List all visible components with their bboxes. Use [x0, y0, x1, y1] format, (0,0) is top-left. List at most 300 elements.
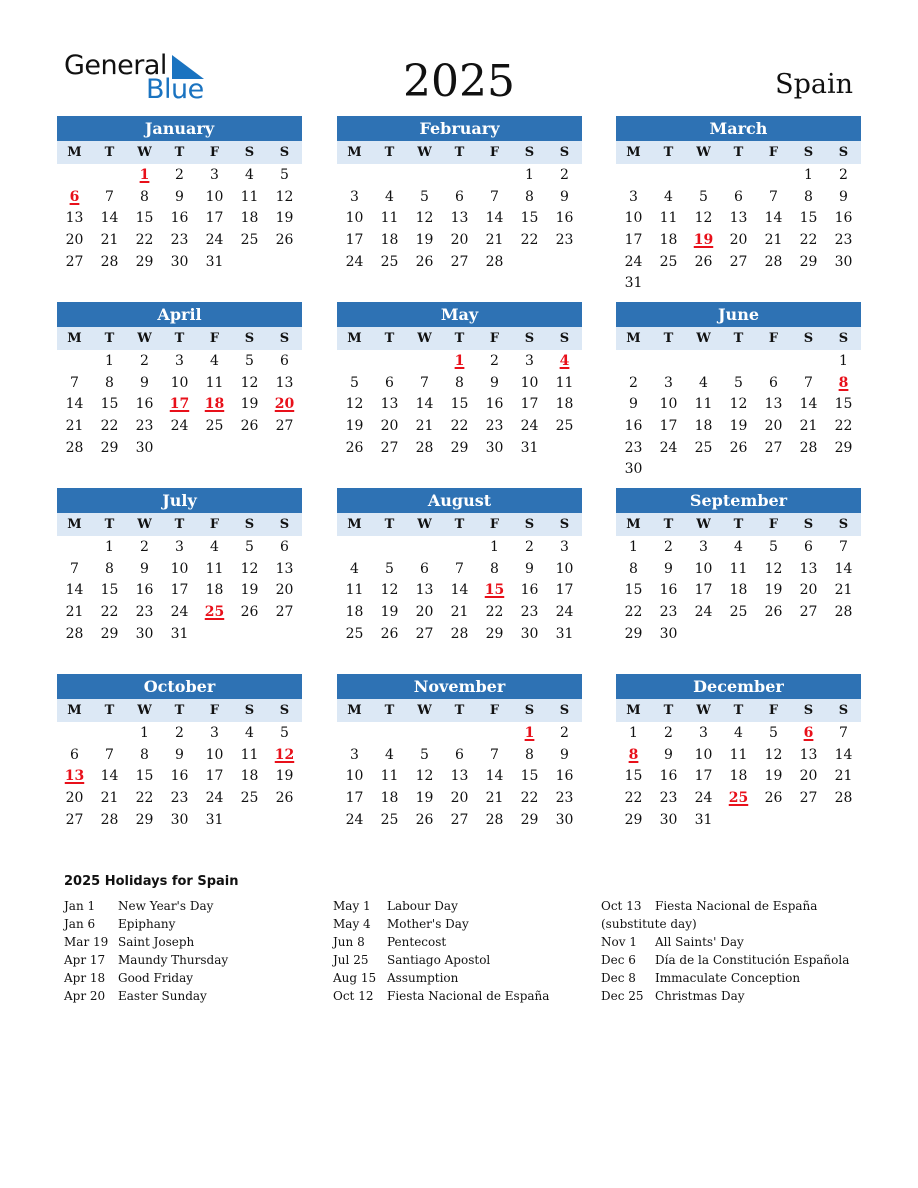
- day-cell: 11: [380, 768, 399, 785]
- holiday-item: [601, 915, 849, 933]
- day-cell: 13: [65, 210, 84, 227]
- day-cell: 9: [175, 188, 184, 205]
- day-cell: 5: [350, 374, 359, 391]
- weekday-label: S: [559, 145, 570, 160]
- day-cell: 4: [385, 746, 394, 763]
- day-cell: 2: [839, 167, 848, 183]
- day-cell: 6: [70, 746, 79, 763]
- day-cell: 27: [65, 811, 84, 828]
- day-cell: 13: [450, 210, 469, 227]
- day-cell: 18: [729, 582, 748, 599]
- day-cell: 24: [205, 232, 224, 249]
- day-cell: 21: [834, 768, 853, 785]
- weekday-label: M: [626, 331, 641, 346]
- day-cell: 10: [659, 396, 678, 413]
- empty-cell: [407, 723, 442, 745]
- weekday-label: S: [803, 703, 814, 718]
- day-cell: 26: [764, 604, 783, 621]
- day-cell: 20: [65, 232, 84, 249]
- day-cell: 24: [624, 253, 643, 270]
- weekday-label: S: [803, 331, 814, 346]
- day-cell: 17: [624, 232, 643, 249]
- day-cell: 3: [699, 725, 708, 741]
- day-cell: 30: [520, 625, 539, 642]
- day-cell: 11: [729, 746, 748, 763]
- empty-cell: [57, 537, 92, 559]
- day-cell: 10: [694, 560, 713, 577]
- weekday-label: T: [174, 517, 185, 532]
- holiday-name: Epiphany: [118, 917, 176, 931]
- day-cell: 5: [699, 188, 708, 205]
- day-cell: 27: [799, 604, 818, 621]
- day-cell: 16: [659, 582, 678, 599]
- month-title: November: [337, 674, 582, 699]
- day-cell: 28: [100, 253, 119, 270]
- day-cell: 4: [245, 725, 254, 741]
- day-cell: 11: [729, 560, 748, 577]
- day-cell: 29: [624, 625, 643, 642]
- month-april: [57, 302, 302, 459]
- day-cell: 18: [240, 210, 259, 227]
- day-cell: 14: [485, 210, 504, 227]
- day-cell: 16: [624, 418, 643, 435]
- day-cell: 26: [415, 811, 434, 828]
- empty-cell: [756, 351, 791, 373]
- day-cell: 30: [485, 439, 504, 456]
- day-cell: 4: [734, 539, 743, 555]
- holiday-name: Immaculate Conception: [655, 971, 801, 985]
- holiday-item: [333, 933, 549, 951]
- day-cell: 25: [205, 418, 224, 435]
- day-cell: 2: [560, 725, 569, 741]
- day-cell: 29: [100, 625, 119, 642]
- day-cell: 20: [450, 790, 469, 807]
- holiday-item: [333, 915, 549, 933]
- day-cell: 19: [275, 768, 294, 785]
- weekday-label: S: [838, 145, 849, 160]
- day-cell: 22: [485, 604, 504, 621]
- day-cell: 7: [839, 725, 848, 741]
- day-cell: 10: [624, 210, 643, 227]
- day-cell: 31: [555, 625, 574, 642]
- day-cell: 1: [140, 725, 149, 741]
- day-grid: [57, 350, 302, 459]
- day-grid: [616, 536, 861, 645]
- holiday-name: Mother's Day: [387, 917, 469, 931]
- day-cell: 28: [764, 253, 783, 270]
- day-cell: 22: [799, 232, 818, 249]
- day-cell: 9: [525, 560, 534, 577]
- holiday-day-cell: 17: [169, 396, 190, 413]
- weekday-label: F: [489, 331, 500, 346]
- logo-text-general: General: [64, 50, 167, 81]
- holiday-date: Nov 1: [601, 935, 637, 949]
- day-cell: 30: [170, 811, 189, 828]
- day-cell: 27: [729, 253, 748, 270]
- day-cell: 9: [664, 746, 673, 763]
- empty-cell: [721, 351, 756, 373]
- day-cell: 11: [345, 582, 364, 599]
- empty-cell: [57, 723, 92, 745]
- weekday-label: T: [104, 517, 115, 532]
- day-cell: 26: [345, 439, 364, 456]
- day-cell: 18: [205, 582, 224, 599]
- weekday-label: W: [696, 145, 711, 160]
- day-grid: [616, 350, 861, 481]
- day-cell: 24: [555, 604, 574, 621]
- day-cell: 23: [659, 604, 678, 621]
- holiday-day-cell: 13: [64, 768, 85, 785]
- day-cell: 11: [205, 374, 224, 391]
- weekday-label: W: [696, 703, 711, 718]
- weekday-label: S: [803, 517, 814, 532]
- day-cell: 28: [834, 790, 853, 807]
- weekday-label: T: [733, 517, 744, 532]
- day-cell: 23: [170, 790, 189, 807]
- holiday-date: Jul 25: [333, 953, 369, 967]
- day-cell: 25: [240, 790, 259, 807]
- holiday-item: [601, 951, 849, 969]
- weekday-label: W: [417, 517, 432, 532]
- holiday-name: Día de la Constitución Española: [655, 953, 850, 967]
- day-grid: [616, 722, 861, 831]
- day-cell: 9: [175, 746, 184, 763]
- holiday-day-cell: 18: [204, 396, 225, 413]
- day-cell: 17: [345, 790, 364, 807]
- weekday-label: T: [454, 331, 465, 346]
- weekday-label: S: [803, 145, 814, 160]
- holiday-item: [601, 969, 849, 987]
- weekday-label: S: [524, 331, 535, 346]
- month-november: [337, 674, 582, 831]
- day-cell: 27: [65, 253, 84, 270]
- day-cell: 18: [240, 768, 259, 785]
- day-cell: 22: [135, 232, 154, 249]
- day-cell: 18: [694, 418, 713, 435]
- day-cell: 25: [729, 604, 748, 621]
- weekday-label: M: [67, 331, 82, 346]
- day-cell: 12: [729, 396, 748, 413]
- day-cell: 20: [799, 582, 818, 599]
- weekday-label: T: [663, 331, 674, 346]
- day-cell: 28: [65, 625, 84, 642]
- day-cell: 26: [729, 439, 748, 456]
- day-cell: 1: [105, 353, 114, 369]
- day-cell: 14: [764, 210, 783, 227]
- day-cell: 19: [729, 418, 748, 435]
- day-cell: 26: [764, 790, 783, 807]
- day-cell: 19: [240, 396, 259, 413]
- empty-cell: [721, 165, 756, 187]
- day-cell: 23: [834, 232, 853, 249]
- day-cell: 28: [485, 253, 504, 270]
- weekday-label: T: [174, 703, 185, 718]
- day-cell: 11: [694, 396, 713, 413]
- day-cell: 20: [65, 790, 84, 807]
- holiday-date: Apr 17: [64, 953, 106, 967]
- day-cell: 5: [420, 188, 429, 205]
- weekday-label: W: [417, 703, 432, 718]
- day-cell: 8: [455, 374, 464, 391]
- weekday-label: T: [104, 145, 115, 160]
- day-cell: 2: [664, 725, 673, 741]
- holiday-item: [64, 915, 228, 933]
- weekday-label: F: [489, 517, 500, 532]
- day-cell: 20: [275, 582, 294, 599]
- day-cell: 29: [624, 811, 643, 828]
- day-cell: 26: [240, 418, 259, 435]
- weekday-label: T: [663, 517, 674, 532]
- day-cell: 17: [205, 768, 224, 785]
- day-cell: 15: [100, 396, 119, 413]
- holiday-name: (substitute day): [601, 917, 697, 931]
- holiday-day-cell: 6: [803, 725, 814, 741]
- holiday-item: [601, 897, 849, 915]
- day-cell: 22: [520, 790, 539, 807]
- day-cell: 28: [799, 439, 818, 456]
- weekday-label: T: [384, 145, 395, 160]
- holiday-date: Aug 15: [333, 971, 377, 985]
- day-cell: 1: [490, 539, 499, 555]
- day-grid: [337, 350, 582, 459]
- weekday-header-row: [337, 141, 582, 164]
- weekday-header-row: [337, 327, 582, 350]
- day-cell: 4: [385, 188, 394, 205]
- empty-cell: [477, 165, 512, 187]
- holiday-date: Jan 1: [64, 899, 96, 913]
- day-cell: 21: [65, 604, 84, 621]
- day-grid: [57, 722, 302, 831]
- weekday-label: T: [454, 145, 465, 160]
- holiday-date: Dec 8: [601, 971, 636, 985]
- month-title: January: [57, 116, 302, 141]
- day-cell: 9: [490, 374, 499, 391]
- empty-cell: [407, 351, 442, 373]
- empty-cell: [442, 165, 477, 187]
- day-cell: 5: [769, 725, 778, 741]
- day-cell: 23: [170, 232, 189, 249]
- day-cell: 16: [170, 210, 189, 227]
- weekday-header-row: [57, 141, 302, 164]
- day-cell: 27: [380, 439, 399, 456]
- day-cell: 19: [275, 210, 294, 227]
- holiday-item: [601, 933, 849, 951]
- day-cell: 10: [520, 374, 539, 391]
- day-cell: 12: [240, 374, 259, 391]
- weekday-label: W: [417, 145, 432, 160]
- day-cell: 29: [834, 439, 853, 456]
- weekday-label: S: [559, 331, 570, 346]
- day-cell: 2: [175, 167, 184, 183]
- day-cell: 4: [210, 539, 219, 555]
- empty-cell: [92, 165, 127, 187]
- month-title: July: [57, 488, 302, 513]
- day-cell: 5: [280, 725, 289, 741]
- day-cell: 13: [729, 210, 748, 227]
- month-february: [337, 116, 582, 273]
- month-title: September: [616, 488, 861, 513]
- day-cell: 27: [450, 811, 469, 828]
- holiday-name: Saint Joseph: [118, 935, 195, 949]
- day-cell: 13: [799, 560, 818, 577]
- weekday-label: F: [209, 703, 220, 718]
- day-cell: 25: [380, 253, 399, 270]
- holiday-day-cell: 15: [484, 582, 505, 599]
- day-cell: 3: [629, 188, 638, 205]
- holiday-name: Maundy Thursday: [118, 953, 229, 967]
- holiday-date: Apr 18: [64, 971, 106, 985]
- day-cell: 31: [624, 275, 643, 292]
- day-cell: 16: [555, 210, 574, 227]
- day-grid: [337, 536, 582, 645]
- day-cell: 23: [555, 232, 574, 249]
- day-cell: 22: [624, 790, 643, 807]
- day-cell: 14: [834, 746, 853, 763]
- weekday-label: W: [696, 517, 711, 532]
- day-cell: 14: [799, 396, 818, 413]
- day-cell: 16: [555, 768, 574, 785]
- day-cell: 16: [135, 582, 154, 599]
- day-grid: [337, 164, 582, 273]
- day-cell: 30: [170, 253, 189, 270]
- day-cell: 8: [140, 188, 149, 205]
- day-cell: 22: [520, 232, 539, 249]
- day-cell: 18: [345, 604, 364, 621]
- day-cell: 22: [450, 418, 469, 435]
- day-cell: 11: [555, 374, 574, 391]
- day-cell: 30: [659, 811, 678, 828]
- empty-cell: [372, 723, 407, 745]
- holiday-day-cell: 1: [139, 167, 150, 183]
- day-cell: 7: [105, 188, 114, 205]
- day-cell: 5: [280, 167, 289, 183]
- day-grid: [337, 722, 582, 831]
- holiday-name: Fiesta Nacional de España: [387, 989, 550, 1003]
- day-cell: 6: [420, 560, 429, 577]
- day-cell: 10: [555, 560, 574, 577]
- day-cell: 3: [210, 725, 219, 741]
- day-cell: 2: [175, 725, 184, 741]
- holiday-date: Jun 8: [333, 935, 365, 949]
- month-january: [57, 116, 302, 273]
- country-label: Spain: [775, 69, 853, 100]
- weekday-label: T: [454, 517, 465, 532]
- weekday-header-row: [57, 327, 302, 350]
- day-cell: 18: [380, 790, 399, 807]
- holiday-name: All Saints' Day: [655, 935, 744, 949]
- day-cell: 24: [170, 418, 189, 435]
- day-cell: 22: [100, 604, 119, 621]
- day-cell: 14: [834, 560, 853, 577]
- day-cell: 7: [70, 374, 79, 391]
- month-title: May: [337, 302, 582, 327]
- weekday-label: S: [524, 517, 535, 532]
- day-cell: 25: [555, 418, 574, 435]
- day-cell: 4: [734, 725, 743, 741]
- holiday-item: [333, 951, 549, 969]
- month-title: April: [57, 302, 302, 327]
- day-cell: 20: [415, 604, 434, 621]
- empty-cell: [337, 537, 372, 559]
- day-cell: 6: [280, 353, 289, 369]
- day-cell: 6: [769, 374, 778, 391]
- day-cell: 12: [694, 210, 713, 227]
- day-cell: 29: [100, 439, 119, 456]
- day-cell: 12: [345, 396, 364, 413]
- month-may: [337, 302, 582, 459]
- day-cell: 7: [420, 374, 429, 391]
- holiday-item: [64, 951, 228, 969]
- day-cell: 28: [100, 811, 119, 828]
- day-cell: 18: [380, 232, 399, 249]
- day-cell: 23: [659, 790, 678, 807]
- day-cell: 2: [140, 353, 149, 369]
- day-cell: 5: [385, 560, 394, 577]
- day-cell: 11: [380, 210, 399, 227]
- weekday-label: W: [696, 331, 711, 346]
- day-cell: 19: [380, 604, 399, 621]
- day-cell: 11: [205, 560, 224, 577]
- day-cell: 25: [380, 811, 399, 828]
- holiday-date: Apr 20: [64, 989, 106, 1003]
- day-cell: 19: [764, 768, 783, 785]
- day-cell: 3: [525, 353, 534, 369]
- day-cell: 19: [764, 582, 783, 599]
- weekday-label: S: [838, 517, 849, 532]
- day-grid: [616, 164, 861, 295]
- holiday-name: Assumption: [387, 971, 459, 985]
- month-july: [57, 488, 302, 645]
- holiday-day-cell: 20: [274, 396, 295, 413]
- empty-cell: [477, 723, 512, 745]
- day-cell: 18: [555, 396, 574, 413]
- weekday-label: T: [663, 145, 674, 160]
- holidays-column: [64, 897, 228, 1005]
- day-cell: 22: [100, 418, 119, 435]
- day-cell: 27: [275, 604, 294, 621]
- day-cell: 8: [629, 560, 638, 577]
- day-cell: 8: [804, 188, 813, 205]
- day-cell: 21: [485, 790, 504, 807]
- day-cell: 24: [520, 418, 539, 435]
- weekday-label: T: [104, 331, 115, 346]
- day-cell: 14: [65, 582, 84, 599]
- day-cell: 15: [799, 210, 818, 227]
- holiday-day-cell: 25: [204, 604, 225, 621]
- day-cell: 1: [105, 539, 114, 555]
- day-cell: 6: [455, 188, 464, 205]
- weekday-label: F: [489, 145, 500, 160]
- day-cell: 25: [345, 625, 364, 642]
- empty-cell: [407, 537, 442, 559]
- day-cell: 10: [170, 560, 189, 577]
- day-cell: 21: [485, 232, 504, 249]
- weekday-label: S: [244, 703, 255, 718]
- day-cell: 26: [694, 253, 713, 270]
- month-december: [616, 674, 861, 831]
- day-cell: 25: [659, 253, 678, 270]
- holiday-date: Dec 6: [601, 953, 636, 967]
- weekday-label: F: [209, 331, 220, 346]
- weekday-label: T: [384, 517, 395, 532]
- weekday-label: W: [137, 331, 152, 346]
- day-cell: 10: [205, 188, 224, 205]
- day-cell: 25: [694, 439, 713, 456]
- day-cell: 19: [415, 232, 434, 249]
- day-cell: 8: [105, 374, 114, 391]
- empty-cell: [372, 537, 407, 559]
- day-cell: 23: [135, 604, 154, 621]
